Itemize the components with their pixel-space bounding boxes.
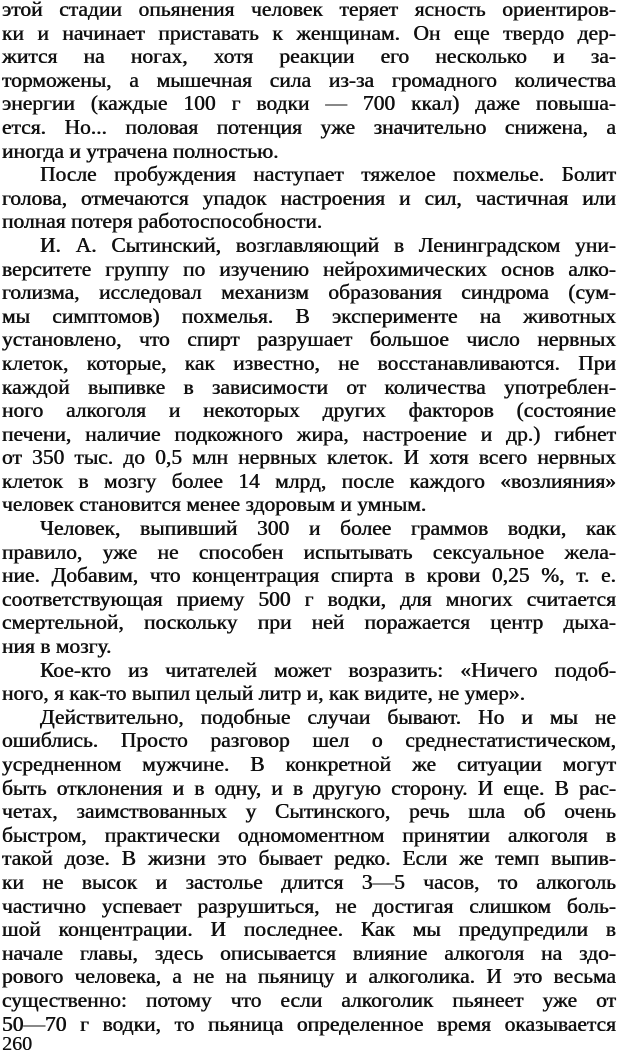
text-line: Действительно, подобные случаи бывают. Но и мы не [40,704,616,729]
text-line: рового человека, а не на пьяницу и алкоголика. И это весьма [2,964,616,989]
paragraph [2,517,616,659]
text-line: правило, уже не способен испытывать сексуальное жела- [2,539,616,564]
text-line: этой стадии опьянения человек теряет ясность ориентиров- [2,0,616,21]
text-line: 50—70 г водки, то пьяница определенное время оказывается [2,1011,616,1036]
text-line: быстром, практически одномоментном принятии алкоголя в [2,822,616,847]
text-line: ки не высок и застолье длится 3—5 часов, то алкоголь [2,869,616,894]
text-line: человек становится менее здоровым и умным. [2,492,427,517]
text-line: полная потеря работоспособности. [2,209,323,234]
text-line: Человек, выпивший 300 и более граммов водки, как [40,516,616,541]
text-line: существенно: потому что если алкоголик пьянеет уже от [2,987,616,1012]
text-line: соответствующая приему 500 г водки, для многих считается [2,586,616,611]
text-line: усредненном мужчине. В конкретной же ситуации могут [2,752,616,776]
text-line: клеток, которые, как известно, не восстанавливаются. При [2,350,616,375]
text-line: начале главы, здесь описывается влияние алкоголя на здо- [2,940,616,965]
text-line: такой дозе. В жизни это бывает редко. Если же темп выпив- [2,846,616,871]
paragraph [2,659,616,706]
text-line: иногда и утрачена полностью. [2,138,279,163]
text-line: быть отклонения и в одну, и в другую сторону. И еще. В рас- [2,775,616,800]
text-line: шой концентрации. И последнее. Как мы предупредили в [2,917,616,942]
text-line: ния в мозгу. [2,634,112,659]
text-line: энергии (каждые 100 г водки — 700 ккал) даже повыша- [2,91,616,116]
paragraph [2,0,616,163]
text-line: верситете группу по изучению нейрохимических основ алко- [2,256,616,281]
text-line: смертельной, поскольку при ней поражается центр дыха- [2,610,616,635]
text-line: ние. Добавим, что концентрация спирта в крови 0,25 %, т. е. [2,563,616,588]
text-line: жится на ногах, хотя реакции его несколько и за- [2,44,616,69]
text-line: печени, наличие подкожного жира, настроение и др.) гибнет [2,421,616,446]
text-line: ного, я как-то выпил целый литр и, как видите, не умер». [2,681,526,706]
text-line: установлено, что спирт разрушает большое число нервных [2,327,616,352]
text-line: клеток в мозгу более 14 млрд, после каждого «возлияния» [2,468,616,493]
text-line: ки и начинает приставать к женщинам. Он еще твердо дер- [2,20,616,45]
text-line: После пробуждения наступает тяжелое похмелье. Болит [40,162,616,187]
paragraph [2,706,616,1036]
text-line: от 350 тыс. до 0,5 млн нервных клеток. И хотя всего нервных [2,445,616,470]
text-line: голизма, исследовал механизм образования синдрома (сум- [2,280,616,305]
text-line: И. А. Сытинский, возглавляющий в Ленинградском уни- [40,232,616,257]
text-line: частично успевает разрушиться, не достигая слишком боль- [2,893,616,918]
text-line: торможены, а мышечная сила из-за громадного количества [2,67,616,92]
text-line: ного алкоголя и некоторых других факторов (состояние [2,398,616,423]
text-line: Кое-кто из читателей может возразить: «Ничего подоб- [40,657,616,682]
text-line: каждой выпивке в зависимости от количества употреблен- [2,374,616,399]
book-page-text [2,0,616,1036]
text-line: ется. Но... половая потенция уже значительно снижена, а [2,114,616,139]
paragraph [2,234,616,517]
text-line: мы симптомов) похмелья. В эксперименте на животных [2,303,616,328]
text-line: четах, заимствованных у Сытинского, речь шла об очень [2,799,616,824]
text-line: ошиблись. Просто разговор шел о среднестатистическом, [2,728,616,753]
paragraph [2,163,616,234]
text-line: голова, отмечаются упадок настроения и сил, частичная или [2,185,616,210]
page-number: 260 [2,1033,32,1055]
